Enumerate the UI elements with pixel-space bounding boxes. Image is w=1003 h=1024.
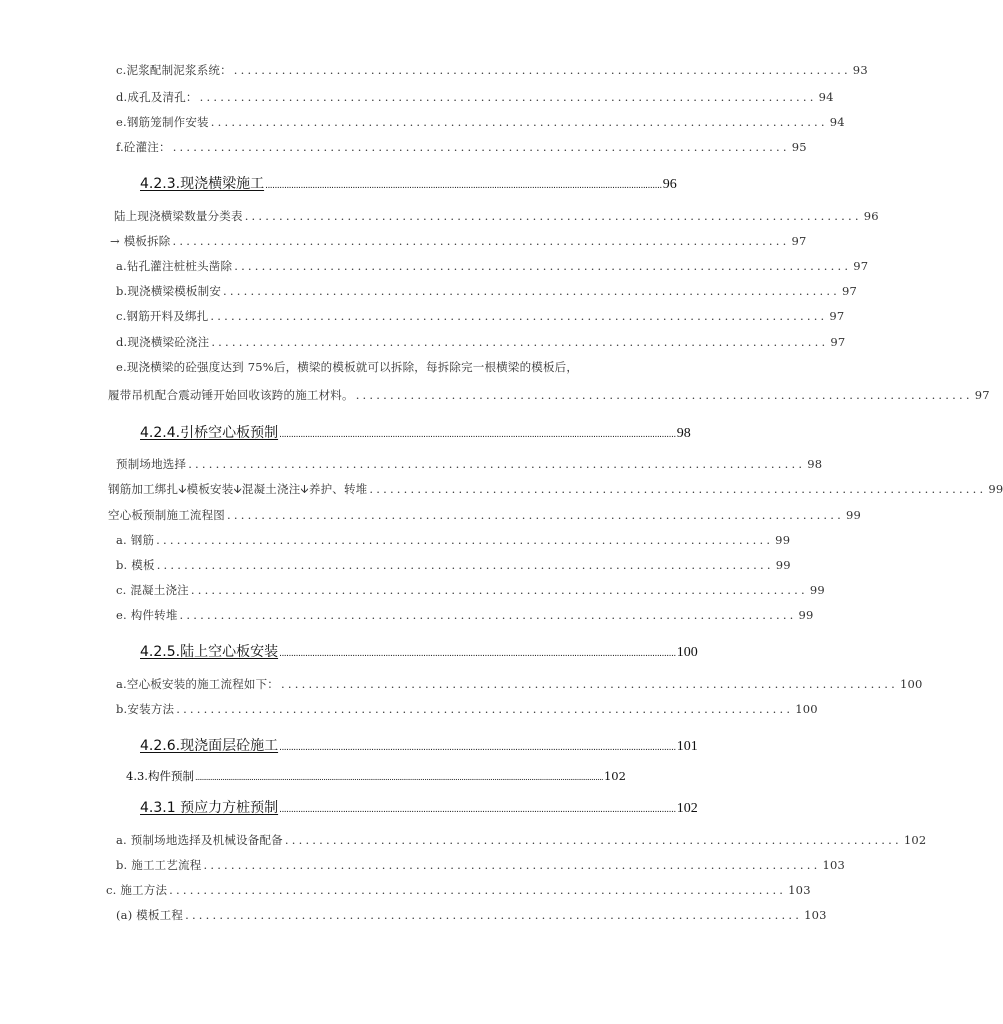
toc-heading[interactable]	[140, 641, 698, 661]
toc-heading[interactable]	[140, 735, 698, 755]
toc-entry[interactable]	[116, 857, 846, 873]
toc-entry-page: 103	[804, 908, 827, 922]
toc-entry[interactable]	[116, 114, 845, 130]
toc-entry[interactable]	[116, 283, 858, 299]
dot-leader: ..........................................................................................	[172, 234, 790, 248]
toc-entry-page: 100	[900, 677, 923, 691]
toc-entry-page: 96	[863, 209, 879, 223]
toc-entry[interactable]	[116, 139, 807, 155]
toc-heading[interactable]	[140, 797, 698, 817]
dot-leader: ..........................................................................................	[172, 140, 790, 154]
toc-heading[interactable]	[126, 768, 626, 784]
toc-entry-page: 99	[809, 583, 825, 597]
toc-entry-text: e. 构件转堆	[116, 608, 178, 622]
toc-heading-text: 4.2.3.现浇横梁施工	[140, 176, 265, 192]
dot-leader: ..........................................................................................	[210, 309, 828, 323]
dot-leader: ..........................................................................................	[223, 284, 841, 298]
toc-entry[interactable]	[108, 387, 990, 403]
toc-heading-text: 4.2.5.陆上空心板安装	[140, 644, 279, 660]
toc-entry-text: d.现浇横梁砼浇注	[116, 335, 210, 349]
toc-entry-text: 陆上现浇横梁数量分类表	[114, 209, 243, 223]
dot-leader: ..........................................................................................	[156, 558, 774, 572]
toc-entry-text: b. 施工工艺流程	[116, 858, 202, 872]
toc-heading-page: 102	[676, 801, 698, 816]
dot-leader: ..........................................................................................	[227, 508, 844, 522]
dot-leader: ..................................................................................................................................................................................................................	[194, 773, 603, 782]
toc-entry-page: 93	[852, 63, 868, 77]
toc-entry-page: 97	[842, 284, 858, 298]
toc-entry-text: (a) 模板工程	[116, 908, 184, 922]
dot-leader: ..........................................................................................	[211, 335, 829, 349]
toc-entry[interactable]	[116, 676, 923, 692]
toc-entry[interactable]	[116, 62, 868, 78]
dot-leader: ........................................................................................................................................................................	[279, 430, 676, 440]
toc-heading-page: 96	[662, 177, 677, 192]
toc-entry-text: 预制场地选择	[116, 457, 187, 471]
toc-entry[interactable]	[116, 89, 834, 105]
toc-entry[interactable]	[116, 308, 845, 324]
toc-entry-text: a.钻孔灌注桩桩头凿除	[116, 259, 233, 273]
dot-leader: ..........................................................................................	[199, 90, 817, 104]
dot-leader: ..........................................................................................	[190, 583, 808, 597]
dot-leader: ..........................................................................................	[355, 388, 973, 402]
toc-heading-page: 101	[676, 739, 698, 754]
toc-entry-page: 99	[775, 558, 791, 572]
dot-leader: ..........................................................................................	[233, 63, 851, 77]
toc-heading-page: 98	[676, 426, 691, 441]
toc-entry-text: d.成孔及清孔：	[116, 90, 198, 104]
toc-entry-page: 97	[830, 335, 846, 349]
dot-leader: ..........................................................................................	[284, 833, 902, 847]
toc-entry-text: c.钢筋开料及绑扎	[116, 309, 209, 323]
toc-heading-text: 4.3.1 预应力方桩预制	[140, 800, 279, 816]
toc-entry[interactable]	[114, 208, 879, 224]
toc-heading[interactable]	[140, 173, 677, 193]
toc-entry-page: 99	[775, 533, 791, 547]
toc-entry-text: b.现浇横梁模板制安	[116, 284, 222, 298]
toc-entry[interactable]	[106, 882, 811, 898]
dot-leader: ..........................................................................................	[185, 908, 803, 922]
toc-entry-text: e.现浇横梁的砼强度达到 75%后，横梁的模板就可以拆除，每拆除完一根横梁的模板后，	[116, 360, 579, 374]
toc-entry[interactable]	[116, 258, 869, 274]
toc-entry-text: e.钢筋笼制作安装	[116, 115, 209, 129]
toc-entry[interactable]	[116, 557, 791, 573]
toc-entry-page: 102	[903, 833, 927, 847]
toc-entry-text: c. 混凝土浇注	[116, 583, 189, 597]
toc-entry-page: 103	[788, 883, 811, 897]
dot-leader: ..........................................................................................	[369, 482, 987, 496]
toc-heading-page: 100	[676, 645, 698, 660]
toc-entry-text: 钢筋加工绑扎🡫模板安装🡫混凝土浇注🡫养护、转堆	[108, 482, 368, 496]
toc-entry-text: b. 模板	[116, 558, 155, 572]
dot-leader: ..........................................................................................	[203, 858, 821, 872]
dot-leader: ..........................................................................................	[234, 259, 852, 273]
toc-heading-text: 4.3.构件预制	[126, 769, 194, 783]
toc-entry-page: 99	[798, 608, 814, 622]
dot-leader: ..........................................................................................	[210, 115, 828, 129]
toc-entry-text: f.砼灌注：	[116, 140, 171, 154]
toc-entry-page: 97	[853, 259, 869, 273]
dot-leader: ..........................................................................................	[169, 883, 787, 897]
toc-entry-text: 空心板预制施工流程图	[108, 508, 225, 522]
dot-leader: ..........................................................................................	[188, 457, 806, 471]
toc-entry-text: a. 钢筋	[116, 533, 155, 547]
dot-leader: ..........................................................................................	[179, 608, 797, 622]
dot-leader: ........................................................................................................................................................................	[279, 805, 676, 815]
toc-heading-text: 4.2.4.引桥空心板预制	[140, 425, 279, 441]
toc-entry-page: 94	[818, 90, 834, 104]
toc-entry-page: 97	[974, 388, 990, 402]
toc-entry-page: 99	[846, 508, 862, 522]
toc-entry-page: 103	[822, 858, 846, 872]
dot-leader: ..........................................................................................	[244, 209, 862, 223]
toc-entry[interactable]	[116, 334, 846, 350]
toc-entry[interactable]	[116, 607, 814, 623]
toc-entry[interactable]	[110, 233, 807, 249]
toc-entry-page: 97	[791, 234, 807, 248]
toc-entry[interactable]	[116, 532, 791, 548]
toc-entry-page: 98	[807, 457, 823, 471]
toc-entry-text: a. 预制场地选择及机械设备配备	[116, 833, 283, 847]
dot-leader: ..........................................................................................	[156, 533, 774, 547]
toc-entry-text: 履带吊机配合震动锤开始回收该跨的施工材料。	[108, 388, 354, 402]
dot-leader: ........................................................................................................................................................................	[265, 181, 662, 191]
dot-leader: ..........................................................................................	[281, 677, 899, 691]
toc-heading[interactable]	[140, 422, 691, 442]
toc-entry-text: → 模板拆除	[110, 234, 171, 248]
dot-leader: ..........................................................................................	[176, 702, 794, 716]
toc-entry-page: 95	[791, 140, 807, 154]
toc-entry[interactable]	[116, 832, 927, 848]
toc-entry-text: c. 施工方法	[106, 883, 168, 897]
dot-leader: ........................................................................................................................................................................	[279, 649, 676, 659]
toc-entry-text: c.泥浆配制泥浆系统：	[116, 63, 232, 77]
toc-entry[interactable]	[116, 907, 827, 923]
toc-heading-page: 102	[603, 769, 626, 783]
toc-entry[interactable]	[108, 481, 1003, 501]
toc-entry-page: 99	[988, 482, 1003, 496]
toc-heading-text: 4.2.6.现浇面层砼施工	[140, 738, 279, 754]
toc-entry[interactable]	[116, 456, 823, 472]
dot-leader: ........................................................................................................................................................................	[279, 743, 676, 753]
toc-entry[interactable]	[108, 507, 862, 523]
toc-entry-text: b.安装方法	[116, 702, 175, 716]
toc-entry-page: 94	[829, 115, 845, 129]
toc-entry-wrapped[interactable]	[116, 359, 616, 375]
toc-entry[interactable]	[116, 701, 818, 717]
toc-entry-page: 97	[829, 309, 845, 323]
toc-entry[interactable]	[116, 582, 825, 598]
toc-entry-text: a.空心板安装的施工流程如下：	[116, 677, 280, 691]
toc-entry-page: 100	[795, 702, 818, 716]
